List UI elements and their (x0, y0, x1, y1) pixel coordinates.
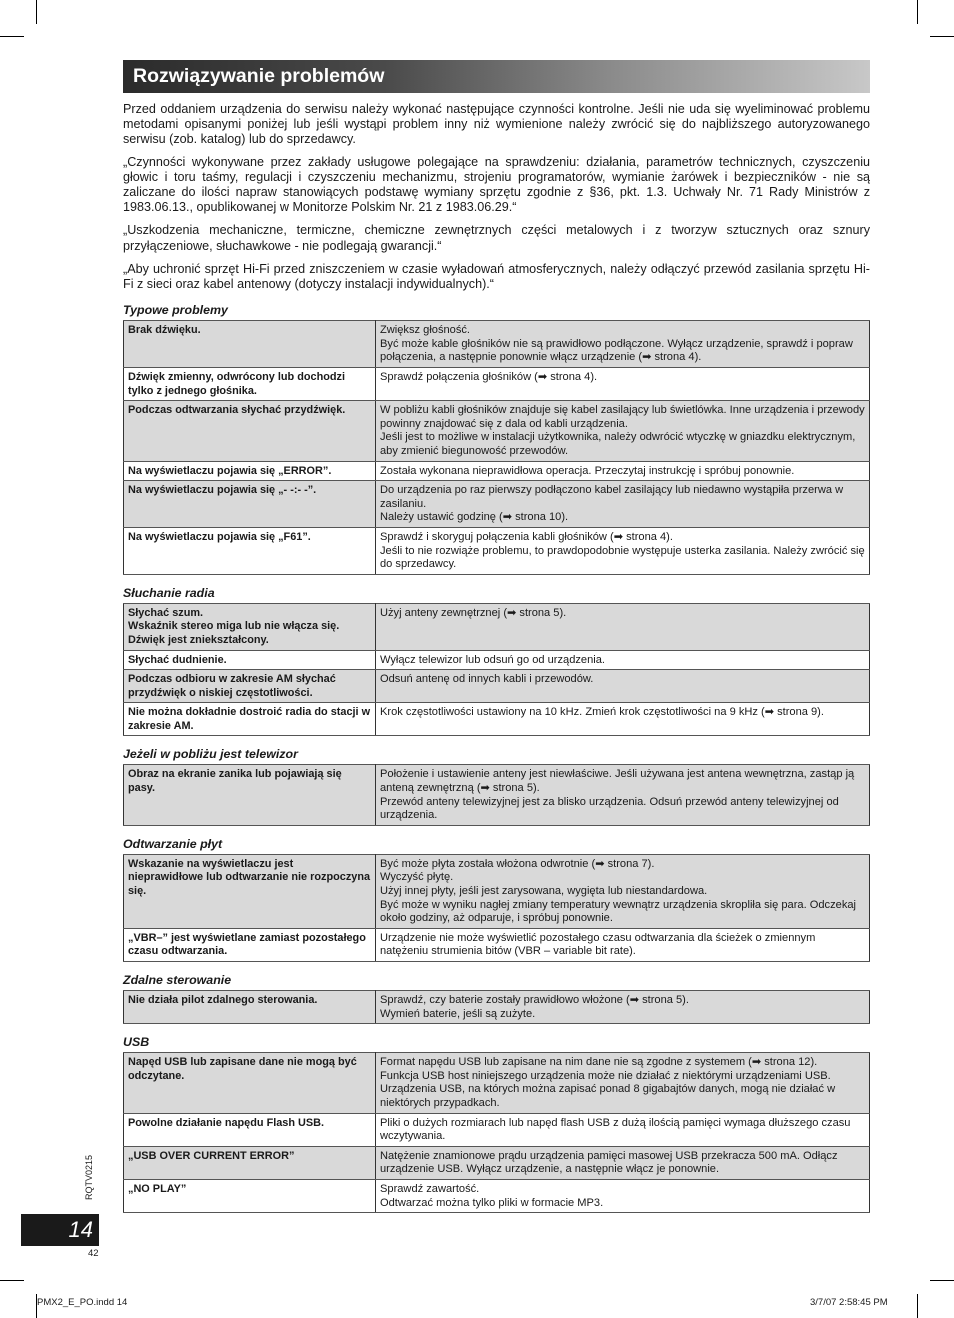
problem-text: Dźwięk zmienny, odwrócony lub dochodzi tylko z jednego głośnika. (128, 371, 346, 397)
solution-cell (376, 1113, 870, 1146)
problem-cell (124, 854, 376, 928)
intro-text (123, 102, 870, 292)
section-radio (123, 585, 870, 737)
problem-cell (124, 527, 376, 574)
problem-text: „VBR–” jest wyświetlane zamiast pozostałego czasu odtwarzania. (128, 931, 366, 958)
page-content (123, 102, 870, 1219)
solution-cell (376, 527, 870, 574)
page-number: 14 (21, 1214, 99, 1246)
solution-text: Przewód anteny telewizyjnej jest za blisko urządzenia. Odsuń przewód anteny telewizyjnej od urządzenia. (380, 795, 839, 822)
table-row (124, 703, 870, 736)
problem-cell (124, 1179, 376, 1212)
problem-cell (124, 991, 376, 1024)
problem-text: Na wyświetlaczu pojawia się „F61”. (128, 530, 311, 543)
intro-paragraph: „Czynności wykonywane przez zakłady usługowe polegające na sprawdzeniu: działania, parametrów technicznych, czyszczeniu głowic i toru taśmy, regulacji i czyszczeniu mechanizmu, strojeniu programatorów, wymianie żarówek i bezpieczników - nie są zaliczane do ilości napraw stanowiących podstawę wymiany sprzętu zgodnie z §36, pkt. 1.3. Uchwały Nr. 71 Rady Ministrów z 1983.06.13., opublikowanej w Monitorze Polskim Nr. 21 z 1983.06.29.“ (123, 154, 870, 215)
problem-cell (124, 368, 376, 401)
problem-cell (124, 603, 376, 650)
section-heading: Odtwarzanie płyt (123, 836, 223, 851)
solution-cell (376, 1146, 870, 1179)
table-row (124, 765, 870, 825)
solution-text: Pliki o dużych rozmiarach lub napęd flash USB z dużą ilością pamięci wymaga dłuższego czasu wczytywania. (380, 1116, 851, 1143)
problem-text: Na wyświetlaczu pojawia się „- -:- -”. (128, 484, 317, 497)
solution-text: Urządzenia USB, na których można zapisać ponad 8 gigabajtów danych, mogą nie działać w niektórych przypadkach. (380, 1083, 836, 1109)
troubleshooting-table (123, 1052, 870, 1213)
problem-text: Wskazanie na wyświetlaczu jest nieprawidłowe lub odtwarzanie nie rozpoczyna się. (128, 857, 371, 898)
crop-mark (917, 0, 918, 24)
solution-text: Być może w wyniku nagłej zmiany temperatury wewnątrz urządzenia skropliła się para. Odczekaj około godziny, aż odparuje, i spróbuj ponownie. (380, 898, 856, 925)
problem-text: Słychać szum. (128, 606, 204, 619)
section-usb (123, 1034, 870, 1213)
troubleshooting-table (123, 764, 870, 825)
solution-text: W pobliżu kabli głośników znajduje się kabel zasilający lub świetlówka. Inne urządzenia i przewody powinny znajdować się z dala od kabli urządzenia. (380, 404, 865, 430)
table-row (124, 1179, 870, 1212)
solution-text: Krok częstotliwości ustawiony na 10 kHz. Zmień krok częstotliwości na 9 kHz (➡ strona 9). (380, 706, 824, 719)
problem-text: Podczas odtwarzania słychać przydźwięk. (128, 404, 346, 417)
problem-cell (124, 765, 376, 825)
table-row (124, 1113, 870, 1146)
table-row (124, 527, 870, 574)
solution-text: Sprawdź zawartość. (380, 1182, 480, 1195)
table-row (124, 368, 870, 401)
solution-text: Funkcja USB host niniejszego urządzenia może nie działać z niektórymi urządzeniami USB. (380, 1069, 831, 1082)
solution-cell (376, 854, 870, 928)
problem-cell (124, 461, 376, 481)
problem-cell (124, 670, 376, 703)
table-row (124, 991, 870, 1024)
solution-cell (376, 461, 870, 481)
problem-cell (124, 401, 376, 461)
solution-cell (376, 401, 870, 461)
problem-cell (124, 321, 376, 368)
footer-file-info: PMX2_E_PO.indd 14 (37, 1297, 128, 1308)
table-row (124, 321, 870, 368)
solution-text: Sprawdź i skoryguj połączenia kabli głośników (➡ strona 4). (380, 530, 673, 543)
problem-cell (124, 928, 376, 961)
problem-cell (124, 1053, 376, 1113)
problem-text: Na wyświetlaczu pojawia się „ERROR”. (128, 464, 332, 477)
solution-cell (376, 670, 870, 703)
table-row (124, 1053, 870, 1113)
solution-text: Sprawdź, czy baterie zostały prawidłowo włożone (➡ strona 5). (380, 994, 689, 1007)
solution-text: Wymień baterie, jeśli są zużyte. (380, 1007, 536, 1020)
table-row (124, 928, 870, 961)
problem-text: Słychać dudnienie. (128, 653, 227, 666)
solution-text: Urządzenie nie może wyświetlić pozostałego czasu odtwarzania dla ścieżek o zmiennym natężeniu strumienia bitów (VBR – variable bit rate). (380, 931, 816, 958)
section-tv (123, 746, 870, 825)
table-row (124, 603, 870, 650)
solution-cell (376, 603, 870, 650)
solution-cell (376, 1179, 870, 1212)
solution-text: Być może płyta została włożona odwrotnie (➡ strona 7). (380, 857, 655, 870)
table-row (124, 670, 870, 703)
section-typowe (123, 302, 870, 575)
solution-cell (376, 481, 870, 528)
solution-text: Odtwarzać można tylko pliki w formacie MP3. (380, 1196, 604, 1209)
table-row (124, 854, 870, 928)
solution-text: Użyj innej płyty, jeśli jest zarysowana, wygięta lub niestandardowa. (380, 885, 708, 898)
solution-text: Odsuń antenę od innych kabli i przewodów. (380, 673, 594, 686)
troubleshooting-table (123, 990, 870, 1024)
solution-text: Wyłącz telewizor lub odsuń go od urządzenia. (380, 653, 605, 666)
solution-text: Należy ustawić godzinę (➡ strona 10). (380, 511, 569, 524)
footer-timestamp: 3/7/07 2:58:45 PM (810, 1297, 888, 1308)
table-row (124, 1146, 870, 1179)
problem-text: Wskaźnik stereo miga lub nie włącza się. (128, 620, 340, 633)
solution-text: Jeśli to nie rozwiąże problemu, to prawdopodobnie występuje usterka zasilania. Należy zwrócić się do sprzedawcy. (380, 544, 865, 571)
section-remote (123, 972, 870, 1024)
crop-mark (0, 1280, 24, 1281)
solution-cell (376, 321, 870, 368)
problem-text: Obraz na ekranie zanika lub pojawiają się pasy. (128, 768, 342, 795)
section-heading: USB (123, 1035, 150, 1050)
table-row (124, 481, 870, 528)
solution-text: Do urządzenia po raz pierwszy podłączono kabel zasilający lub niedawno wystąpiła przerwa w zasilaniu. (380, 484, 844, 510)
page-title: Rozwiązywanie problemów (133, 65, 385, 87)
solution-cell (376, 991, 870, 1024)
solution-cell (376, 368, 870, 401)
crop-mark (930, 36, 954, 37)
crop-mark (917, 1294, 918, 1318)
solution-cell (376, 928, 870, 961)
section-heading: Typowe problemy (123, 303, 228, 318)
solution-cell (376, 765, 870, 825)
problem-text: Nie działa pilot zdalnego sterowania. (128, 994, 318, 1007)
section-discs (123, 836, 870, 962)
solution-text: Położenie i ustawienie anteny jest niewłaściwe. Jeśli używana jest antena wewnętrzna, zastąp ją anteną zewnętrzną (➡ strona 5). (380, 768, 855, 795)
problem-text: Napęd USB lub zapisane dane nie mogą być odczytane. (128, 1056, 357, 1082)
problem-text: Podczas odbioru w zakresie AM słychać przydźwięk o niskiej częstotliwości. (128, 673, 336, 699)
troubleshooting-table (123, 603, 870, 737)
table-row (124, 401, 870, 461)
solution-text: Sprawdź połączenia głośników (➡ strona 4). (380, 371, 598, 384)
problem-text: „USB OVER CURRENT ERROR” (128, 1149, 295, 1162)
solution-text: Została wykonana nieprawidłowa operacja. Przeczytaj instrukcję i spróbuj ponownie. (380, 464, 795, 477)
section-heading: Słuchanie radia (123, 585, 215, 600)
solution-cell (376, 703, 870, 736)
solution-text: Natężenie znamionowe prądu urządzenia pamięci masowej USB przekracza 500 mA. Odłącz urządzenie USB. Wyłącz urządzenie, a następnie włącz je ponownie. (380, 1149, 838, 1176)
problem-cell (124, 1113, 376, 1146)
problem-cell (124, 481, 376, 528)
table-row (124, 461, 870, 481)
crop-mark (930, 1280, 954, 1281)
intro-paragraph: Przed oddaniem urządzenia do serwisu należy wykonać następujące czynności kontrolne. Jeśli nie uda się wyeliminować problemu metodami opisanymi poniżej lub jeśli wystąpi problem inny niż wymienione należy zwrócić się do najbliższego autoryzowanego serwisu (zob. katalog) lub do sprzedawcy. (123, 102, 870, 147)
intro-paragraph: „Aby uchronić sprzęt Hi-Fi przed zniszczeniem w czasie wyładowań atmosferycznych, należy odłączyć przewód zasilania sprzętu Hi-Fi z sieci oraz kabel antenowy (dotyczy instalacji indywidualnych).“ (123, 261, 870, 292)
solution-text: Zwiększ głośność. (380, 324, 471, 337)
problem-cell (124, 703, 376, 736)
problem-text: Dźwięk jest zniekształcony. (128, 633, 269, 646)
solution-text: Format napędu USB lub zapisane na nim dane nie są zgodne z systemem (➡ strona 12). (380, 1056, 818, 1069)
solution-text: Użyj anteny zewnętrznej (➡ strona 5). (380, 606, 567, 619)
solution-cell (376, 1053, 870, 1113)
solution-text: Jeśli jest to możliwe w instalacji użytkownika, należy odwrócić wtyczkę w gniazdku elektrycznym, aby zmienić biegunowość przewodów. (380, 431, 856, 457)
section-heading: Jeżeli w pobliżu jest telewizor (123, 747, 298, 762)
troubleshooting-table (123, 320, 870, 575)
troubleshooting-table (123, 854, 870, 962)
crop-mark (0, 36, 24, 37)
intro-paragraph: „Uszkodzenia mechaniczne, termiczne, chemiczne zewnętrznych części metalowych i z tworzyw sztucznych oraz sznury przyłączeniowe, słuchawkowe - nie podlegają gwarancji.“ (123, 223, 870, 253)
page-header (123, 60, 870, 93)
solution-text: Wyczyść płytę. (380, 871, 454, 884)
solution-text: Być może kable głośników nie są prawidłowo podłączone. Wyłącz urządzenie, sprawdź i popraw połączenia, a następnie ponownie włącz urządzenie (➡ strona 4). (380, 337, 853, 364)
section-heading: Zdalne sterowanie (123, 973, 232, 988)
problem-text: Powolne działanie napędu Flash USB. (128, 1116, 325, 1129)
problem-text: „NO PLAY” (128, 1182, 187, 1195)
small-page-number: 42 (88, 1248, 99, 1259)
document-code: RQTV0215 (84, 1154, 94, 1200)
solution-cell (376, 650, 870, 670)
problem-cell (124, 650, 376, 670)
problem-text: Brak dźwięku. (128, 324, 201, 337)
crop-mark (36, 0, 37, 24)
problem-cell (124, 1146, 376, 1179)
problem-text: Nie można dokładnie dostroić radia do stacji w zakresie AM. (128, 706, 371, 732)
table-row (124, 650, 870, 670)
